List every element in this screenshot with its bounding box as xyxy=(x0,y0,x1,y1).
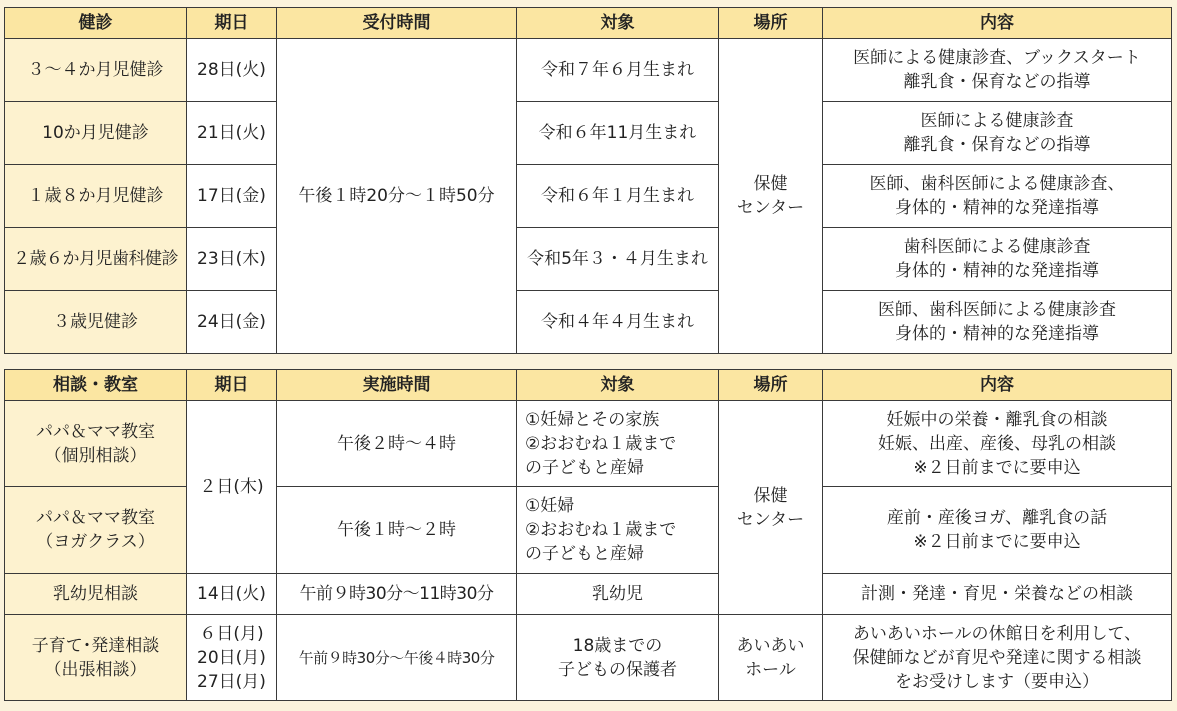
consultation-place xyxy=(719,401,823,615)
table-row xyxy=(5,291,1172,354)
table-row xyxy=(5,165,1172,228)
header-content: 内容 xyxy=(823,370,1172,401)
table-row xyxy=(5,574,1172,615)
content-line: 産前・産後ヨガ、離乳食の話 xyxy=(886,508,1108,528)
consultation-time: 午後１時～２時 xyxy=(277,487,517,574)
content-line: 医師、歯科医師による健康診査 xyxy=(878,300,1116,320)
consultation-name: 乳幼児相談 xyxy=(5,574,187,615)
name-line: パパ＆ママ教室 xyxy=(36,508,155,528)
header-date: 期日 xyxy=(187,8,277,39)
consultation-dates xyxy=(187,615,277,701)
date-line: 20日(月) xyxy=(197,647,266,668)
consultation-name xyxy=(5,487,187,574)
consultation-date: ２日(木) xyxy=(187,401,277,574)
header-target: 対象 xyxy=(517,370,719,401)
checkup-date: 28日(火) xyxy=(187,39,277,102)
place-line: ホール xyxy=(745,659,796,680)
header-reception-time: 受付時間 xyxy=(277,8,517,39)
target-line: 子どもの保護者 xyxy=(558,659,677,680)
checkup-content xyxy=(823,228,1172,291)
date-line: 27日(月) xyxy=(197,671,266,692)
consultation-target xyxy=(517,487,719,574)
target-line: ②おおむね１歳まで xyxy=(525,433,677,454)
header-target: 対象 xyxy=(517,8,719,39)
name-line: （個別相談） xyxy=(44,445,147,466)
consultation-place xyxy=(719,615,823,701)
checkup-content xyxy=(823,165,1172,228)
checkup-header-row xyxy=(5,8,1172,39)
content-line: 身体的・精神的な発達指導 xyxy=(895,198,1099,218)
target-line: の子どもと産婦 xyxy=(525,457,644,478)
content-line: をお受けします（要申込） xyxy=(895,671,1099,692)
content-line: 保健師などが育児や発達に関する相談 xyxy=(852,647,1142,668)
checkup-name: ３歳児健診 xyxy=(5,291,187,354)
consultation-time: 午前９時30分～11時30分 xyxy=(277,574,517,615)
content-line: 歯科医師による健康診査 xyxy=(903,237,1091,257)
checkup-table xyxy=(4,7,1172,354)
place-line: センター xyxy=(736,509,805,530)
place-line: センター xyxy=(736,198,805,218)
checkup-content xyxy=(823,102,1172,165)
name-line: 子育て･発達相談 xyxy=(31,635,160,656)
table-row xyxy=(5,401,1172,487)
content-line: ※２日前までに要申込 xyxy=(913,457,1081,478)
checkup-target: 令和5年３・４月生まれ xyxy=(517,228,719,291)
content-line: 医師、歯科医師による健康診査、 xyxy=(869,174,1125,194)
content-line: 医師による健康診査 xyxy=(920,111,1074,131)
consultation-content xyxy=(823,615,1172,701)
place-line: あいあい xyxy=(736,635,805,656)
content-line: ※２日前までに要申込 xyxy=(913,532,1081,552)
reception-time: 午後１時20分～１時50分 xyxy=(277,39,517,354)
name-line: パパ＆ママ教室 xyxy=(36,421,155,442)
header-time: 実施時間 xyxy=(277,370,517,401)
consultation-name xyxy=(5,615,187,701)
target-line: 18歳までの xyxy=(572,635,663,656)
header-checkup: 健診 xyxy=(5,8,187,39)
checkup-name: １歳８か月児健診 xyxy=(5,165,187,228)
place-line: 保健 xyxy=(753,485,788,506)
table-row xyxy=(5,228,1172,291)
consultation-content xyxy=(823,487,1172,574)
table-row xyxy=(5,39,1172,102)
target-line: ①妊婦 xyxy=(525,496,575,516)
consultation-date: 14日(火) xyxy=(187,574,277,615)
name-line: （出張相談） xyxy=(44,659,147,680)
header-content: 内容 xyxy=(823,8,1172,39)
checkup-place xyxy=(719,39,823,354)
checkup-target: 令和６年11月生まれ xyxy=(517,102,719,165)
checkup-content xyxy=(823,291,1172,354)
content-line: 妊娠中の栄養・離乳食の相談 xyxy=(886,409,1108,430)
checkup-name: ３～４か月児健診 xyxy=(5,39,187,102)
checkup-target: 令和７年６月生まれ xyxy=(517,39,719,102)
checkup-date: 21日(火) xyxy=(187,102,277,165)
header-place: 場所 xyxy=(719,8,823,39)
consultation-header-row xyxy=(5,370,1172,401)
checkup-target: 令和４年４月生まれ xyxy=(517,291,719,354)
target-line: の子どもと産婦 xyxy=(525,544,644,564)
content-line: あいあいホールの休館日を利用して、 xyxy=(852,623,1142,644)
table-row xyxy=(5,615,1172,701)
consultation-time: 午後２時～４時 xyxy=(277,401,517,487)
consultation-target xyxy=(517,401,719,487)
name-line: （ヨガクラス） xyxy=(36,532,155,552)
table-row xyxy=(5,487,1172,574)
content-line: 離乳食・保育などの指導 xyxy=(903,135,1091,155)
consultation-time: 午前９時30分～午後４時30分 xyxy=(277,615,517,701)
checkup-content xyxy=(823,39,1172,102)
checkup-name: 10か月児健診 xyxy=(5,102,187,165)
header-date: 期日 xyxy=(187,370,277,401)
target-line: ①妊婦とその家族 xyxy=(525,409,660,430)
consultation-target: 乳幼児 xyxy=(517,574,719,615)
place-line: 保健 xyxy=(753,174,788,194)
content-line: 医師による健康診査、ブックスタート xyxy=(853,48,1141,68)
checkup-date: 24日(金) xyxy=(187,291,277,354)
header-place: 場所 xyxy=(719,370,823,401)
target-line: ②おおむね１歳まで xyxy=(525,520,677,540)
consultation-target xyxy=(517,615,719,701)
checkup-target: 令和６年１月生まれ xyxy=(517,165,719,228)
checkup-date: 17日(金) xyxy=(187,165,277,228)
checkup-name: ２歳６か月児歯科健診 xyxy=(5,228,187,291)
content-line: 離乳食・保育などの指導 xyxy=(903,72,1091,92)
table-row xyxy=(5,102,1172,165)
content-line: 妊娠、出産、産後、母乳の相談 xyxy=(878,433,1116,454)
consultation-content: 計測・発達・育児・栄養などの相談 xyxy=(823,574,1172,615)
consultation-content xyxy=(823,401,1172,487)
consultation-table xyxy=(4,369,1172,701)
checkup-date: 23日(木) xyxy=(187,228,277,291)
content-line: 身体的・精神的な発達指導 xyxy=(895,324,1099,344)
date-line: ６日(月) xyxy=(199,623,264,644)
header-consultation: 相談・教室 xyxy=(5,370,187,401)
consultation-name xyxy=(5,401,187,487)
content-line: 身体的・精神的な発達指導 xyxy=(895,261,1099,281)
